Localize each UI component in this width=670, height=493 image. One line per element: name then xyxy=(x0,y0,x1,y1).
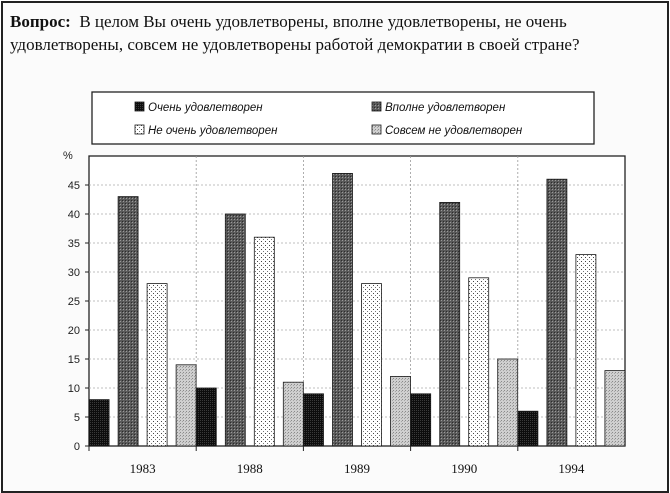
legend-label: Не очень удовлетворен xyxy=(148,125,278,137)
legend-swatch xyxy=(372,125,381,134)
bar-1989-series-4 xyxy=(391,376,411,446)
y-tick-label: 20 xyxy=(67,325,80,337)
bar-1990-series-3 xyxy=(469,278,489,446)
bar-1990-series-4 xyxy=(498,359,518,446)
bar-1988-series-3 xyxy=(254,237,274,446)
bar-1989-series-3 xyxy=(362,284,382,446)
bar-1988-series-4 xyxy=(283,382,303,446)
legend-label: Вполне удовлетворен xyxy=(385,102,506,114)
x-axis xyxy=(89,446,585,476)
legend-swatch xyxy=(135,125,144,134)
y-tick-label: 35 xyxy=(67,238,80,250)
question-body: В целом Вы очень удовлетворены, вполне удовлетворены, не очень удовлетворены, совсем не удовлетворены работой демократии в своей стране? xyxy=(10,12,580,54)
y-tick-label: 30 xyxy=(67,267,80,279)
y-tick-label: 5 xyxy=(73,412,80,424)
y-axis xyxy=(63,150,89,453)
legend-swatch xyxy=(135,102,144,111)
x-tick-label: 1990 xyxy=(451,461,478,476)
legend-swatch xyxy=(372,102,381,111)
y-tick-label: 45 xyxy=(67,180,80,192)
bar-1983-series-4 xyxy=(176,365,196,446)
x-tick-label: 1988 xyxy=(236,461,263,476)
bar-1989-series-1 xyxy=(304,394,324,446)
y-tick-label: 10 xyxy=(67,383,80,395)
x-tick-label: 1989 xyxy=(344,461,370,476)
y-tick-label: 40 xyxy=(67,209,80,221)
x-tick-label: 1983 xyxy=(129,461,156,476)
bar-1994-series-4 xyxy=(605,371,625,446)
bar-1983-series-2 xyxy=(118,197,138,446)
legend-label: Совсем не удовлетворен xyxy=(385,125,523,137)
bar-1983-series-3 xyxy=(147,284,167,446)
question-label: Вопрос xyxy=(10,12,66,31)
bar-1994-series-1 xyxy=(518,411,538,446)
legend-label: Очень удовлетворен xyxy=(148,102,263,114)
bar-1989-series-2 xyxy=(333,173,353,446)
y-tick-label: 25 xyxy=(67,296,80,308)
bar-1988-series-2 xyxy=(225,214,245,446)
bar-1990-series-1 xyxy=(411,394,431,446)
bar-1994-series-2 xyxy=(547,179,567,446)
y-axis-label: % xyxy=(63,150,73,162)
bar-1990-series-2 xyxy=(440,202,460,446)
y-tick-label: 15 xyxy=(67,354,80,366)
x-tick-label: 1994 xyxy=(558,461,585,476)
bar-1983-series-1 xyxy=(89,400,109,446)
question-text: Вопрос: В целом Вы очень удовлетворены, вполне удовлетворены, не очень удовлетворены, совсем не удовлетворены работой демократии в своей стране? xyxy=(10,12,580,54)
bar-1994-series-3 xyxy=(576,255,596,446)
y-tick-label: 0 xyxy=(73,441,80,453)
bar-1988-series-1 xyxy=(196,388,216,446)
